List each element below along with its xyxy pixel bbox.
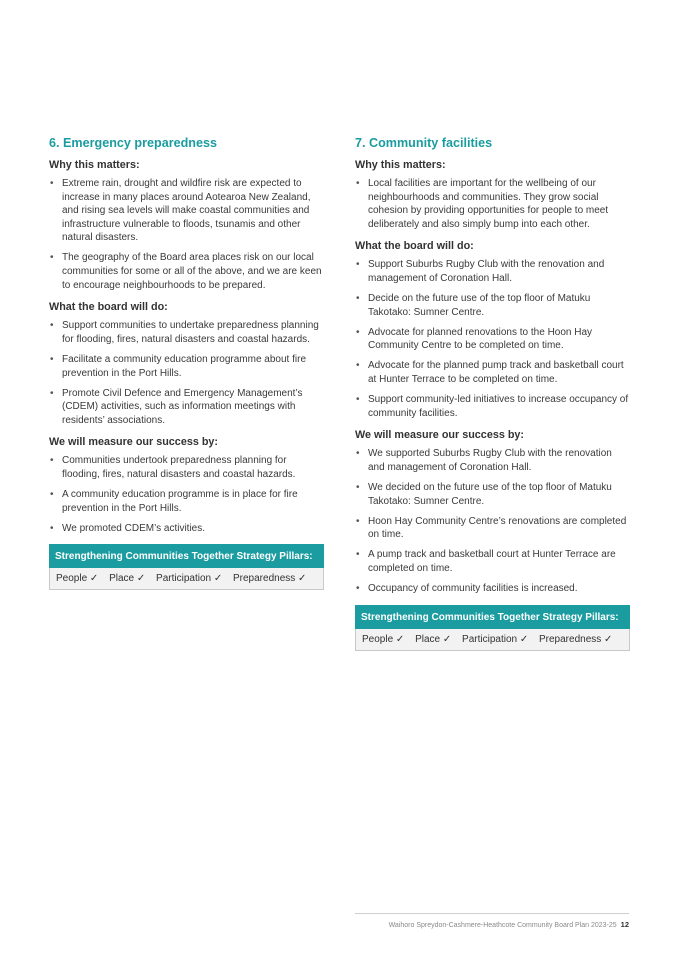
list-item: • A pump track and basketball court at Hunter Terrace are completed on time. — [355, 548, 630, 575]
strategy-pillars-heading: Strengthening Communities Together Strategy Pillars: — [355, 605, 630, 629]
pillar-place: Place ✓ — [109, 573, 146, 585]
strategy-pillars-box — [49, 544, 324, 590]
list-item: • Local facilities are important for the wellbeing of our neighbourhoods and communities. They grow social cohesion by providing opportunities for people to meet deliberately and also simply bump into each other. — [355, 177, 630, 231]
why-heading: Why this matters: — [49, 159, 140, 171]
section-title: 6. Emergency preparedness — [49, 136, 217, 150]
why-list — [49, 177, 324, 292]
list-item: • We supported Suburbs Rugby Club with the renovation and management of Coronation Hall. — [355, 447, 630, 474]
list-item: • We decided on the future use of the top floor of Matuku Takotako: Sumner Centre. — [355, 481, 630, 508]
why-list — [355, 177, 630, 231]
list-item: • A community education programme is in place for fire prevention in the Port Hills. — [49, 488, 324, 515]
do-list — [355, 258, 630, 420]
pillar-preparedness: Preparedness ✓ — [539, 633, 613, 645]
pillar-place: Place ✓ — [415, 633, 452, 645]
list-item: • Support communities to undertake preparedness planning for flooding, fires, natural disasters and coastal hazards. — [49, 319, 324, 346]
list-item: • Extreme rain, drought and wildfire risk are expected to increase in many places around Aotearoa New Zealand, and rising sea levels will make coastal communities and infrastructure vulnerable to floods, tsunamis and other natural disasters. — [49, 177, 324, 245]
section-community-facilities — [355, 136, 630, 651]
list-item: • Advocate for planned renovations to the Hoon Hay Community Centre to be completed on time. — [355, 326, 630, 353]
list-item: • The geography of the Board area places risk on our local communities for some or all of the above, and we are keen to encourage neighbourhoods to be prepared. — [49, 251, 324, 292]
strategy-pillars-heading: Strengthening Communities Together Strategy Pillars: — [49, 544, 324, 568]
do-list — [49, 319, 324, 427]
why-heading: Why this matters: — [355, 159, 446, 171]
do-heading: What the board will do: — [49, 301, 168, 314]
page-number: 12 — [620, 920, 629, 929]
pillar-participation: Participation ✓ — [156, 573, 223, 585]
section-emergency-preparedness — [49, 136, 324, 590]
do-heading: What the board will do: — [355, 240, 474, 253]
list-item: • Support community-led initiatives to increase occupancy of community facilities. — [355, 393, 630, 420]
section-title: 7. Community facilities — [355, 136, 493, 150]
measure-list — [49, 454, 324, 535]
pillar-people: People ✓ — [56, 573, 99, 585]
footer-text: Waihoro Spreydon-Cashmere-Heathcote Community Board Plan 2023-25 — [388, 922, 617, 929]
list-item: • Facilitate a community education programme about fire prevention in the Port Hills. — [49, 353, 324, 380]
measure-heading: We will measure our success by: — [355, 429, 525, 442]
list-item: • Communities undertook preparedness planning for flooding, fires, natural disasters and coastal hazards. — [49, 454, 324, 481]
pillar-participation: Participation ✓ — [462, 633, 529, 645]
pillar-preparedness: Preparedness ✓ — [233, 573, 307, 585]
pillar-people: People ✓ — [362, 633, 405, 645]
page-footer — [355, 913, 629, 929]
list-item: • Promote Civil Defence and Emergency Management’s (CDEM) activities, such as information meetings with residents’ associations. — [49, 387, 324, 428]
strategy-pillars-box — [355, 605, 630, 651]
list-item: • Occupancy of community facilities is increased. — [355, 582, 630, 596]
list-item: • We promoted CDEM’s activities. — [49, 522, 324, 536]
measure-heading: We will measure our success by: — [49, 436, 219, 449]
measure-list — [355, 447, 630, 595]
strategy-pillars-row — [50, 568, 323, 589]
list-item: • Advocate for the planned pump track and basketball court at Hunter Terrace to be completed on time. — [355, 359, 630, 386]
list-item: • Hoon Hay Community Centre’s renovations are completed on time. — [355, 515, 630, 542]
list-item: • Support Suburbs Rugby Club with the renovation and management of Coronation Hall. — [355, 258, 630, 285]
strategy-pillars-row — [356, 629, 629, 650]
list-item: • Decide on the future use of the top floor of Matuku Takotako: Sumner Centre. — [355, 292, 630, 319]
